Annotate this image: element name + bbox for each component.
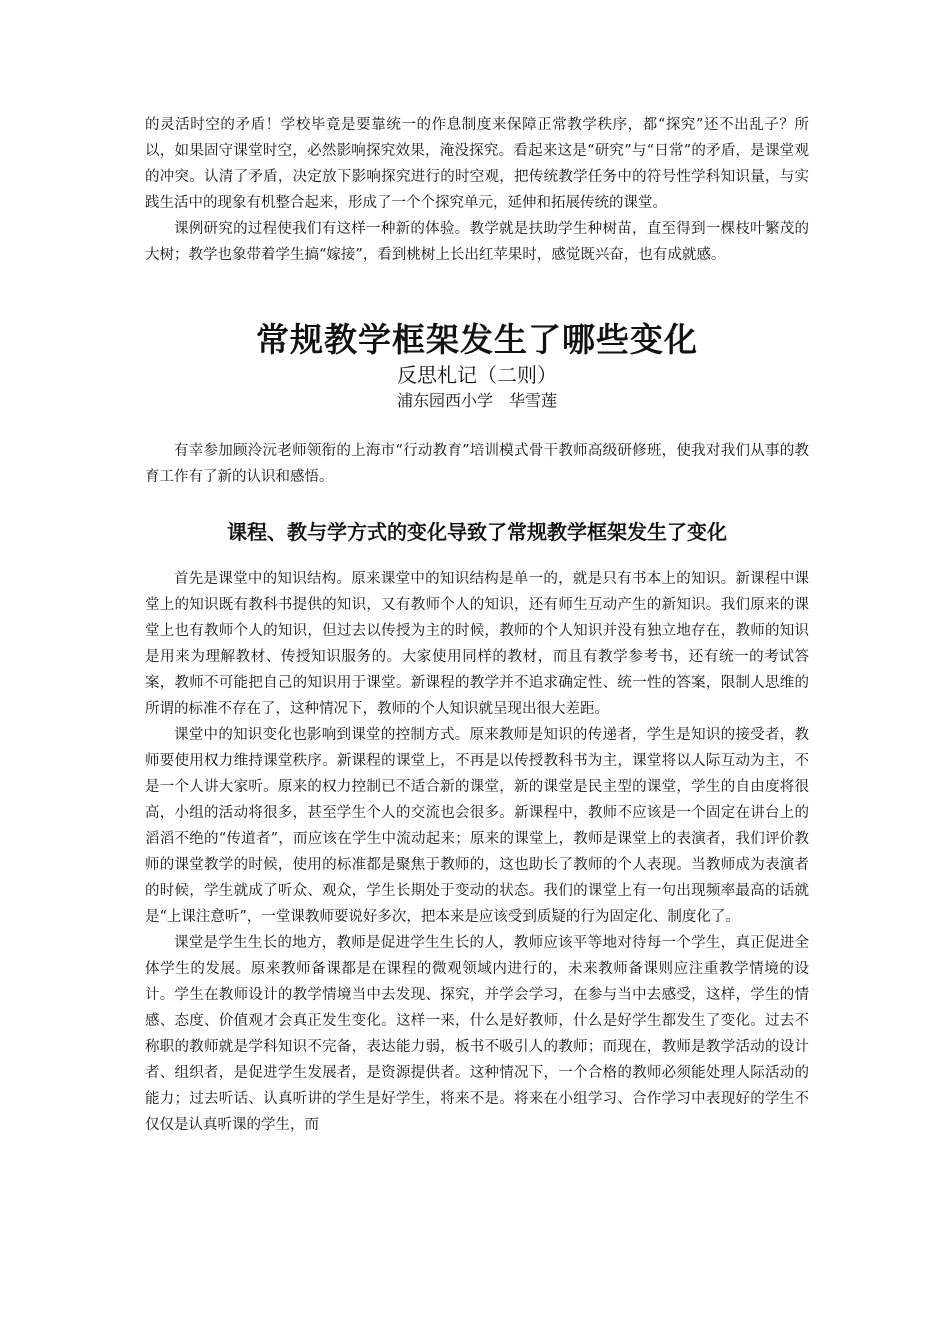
article-subtitle: 反思札记（二则） (397, 363, 557, 387)
reflection-paragraph: 课例研究的过程使我们有这样一种新的体验。教学就是扶助学生种树苗，直至得到一棵枝叶繁茂的大树；教学也象带着学生搞“嫁接”，看到桃树上长出红苹果时，感觉既兴奋，也有成就感。 (145, 221, 809, 263)
page-content (145, 112, 809, 1138)
lead-paragraph: 有幸参加顾泠沅老师领衔的上海市“行动教育”培训模式骨干教师高级研修班，使我对我们从事的教育工作有了新的认识和感悟。 (145, 443, 809, 485)
section-heading: 课程、教与学方式的变化导致了常规教学框架发生了变化 (227, 520, 727, 544)
body-paragraph-3: 课堂是学生生长的地方，教师是促进学生生长的人，教师应该平等地对待每一个学生，真正促进全体学生的发展。原来教师备课都是在课程的微观领域内进行的，未来教师备课则应注重教学情境的设计。学生在教师设计的教学情境当中去发现、探究，并学会学习，在参与当中去感受，这样，学生的情感、态度、价值观才会真正发生变化。这样一来，什么是好教师，什么是好学生都发生了变化。过去不称职的教师就是学科知识不完备，表达能力弱，板书不吸引人的教师；而现在，教师是教学活动的设计者、组织者，是促进学生发展者，是资源提供者。这种情况下，一个合格的教师必须能处理人际活动的能力；过去听话、认真听讲的学生是好学生，将来不是。将来在小组学习、合作学习中表现好的学生不仅仅是认真听课的学生，而 (145, 935, 809, 1133)
body-paragraph-1: 首先是课堂中的知识结构。原来课堂中的知识结构是单一的，就是只有书本上的知识。新课程中课堂上的知识既有教科书提供的知识，又有教师个人的知识，还有师生互动产生的新知识。我们原来的课堂上也有教师个人的知识，但过去以传授为主的时候，教师的个人知识并没有独立地存在，教师的知识是用来为理解教材、传授知识服务的。大家使用同样的教材，而且有教学参考书，还有统一的考试答案，教师不可能把自己的知识用于课堂。新课程的教学并不追求确定性、统一性的答案，限制人思维的所谓的标准不存在了，这种情况下，教师的个人知识就呈现出很大差距。 (145, 571, 809, 717)
continued-paragraph: 的灵活时空的矛盾！学校毕竟是要靠统一的作息制度来保障正常教学秩序，都“探究”还不出乱子？所以，如果固守课堂时空，必然影响探究效果，淹没探究。看起来这是“研究”与“日常”的矛盾，是课堂观的冲突。认清了矛盾，决定放下影响探究进行的时空观，把传统教学任务中的符号性学科知识量，与实践生活中的现象有机整合起来，形成了一个个探究单元，延伸和拓展传统的课堂。 (145, 117, 809, 211)
body-paragraph-2: 课堂中的知识变化也影响到课堂的控制方式。原来教师是知识的传递者，学生是知识的接受者，教师要使用权力维持课堂秩序。新课程的课堂上，不再是以传授教科书为主，课堂将以人际互动为主，不是一个人讲大家听。原来的权力控制已不适合新的课堂，新的课堂是民主型的课堂，学生的自由度将很高，小组的活动将很多，甚至学生个人的交流也会很多。新课程中，教师不应该是一个固定在讲台上的滔滔不绝的“传道者”，而应该在学生中流动起来；原来的课堂上，教师是课堂上的表演者，我们评价教师的课堂教学的时候，使用的标准都是聚焦于教师的，这也助长了教师的个人表现。当教师成为表演者的时候，学生就成了听众、观众，学生长期处于变动的状态。我们的课堂上有一句出现频率最高的话就是“上课注意听”，一堂课教师要说好多次，把本来是应该受到质疑的行为固定化、制度化了。 (145, 727, 809, 925)
article-author: 浦东园西小学 华雪莲 (396, 391, 557, 410)
article-title: 常规教学框架发生了哪些变化 (256, 320, 698, 359)
